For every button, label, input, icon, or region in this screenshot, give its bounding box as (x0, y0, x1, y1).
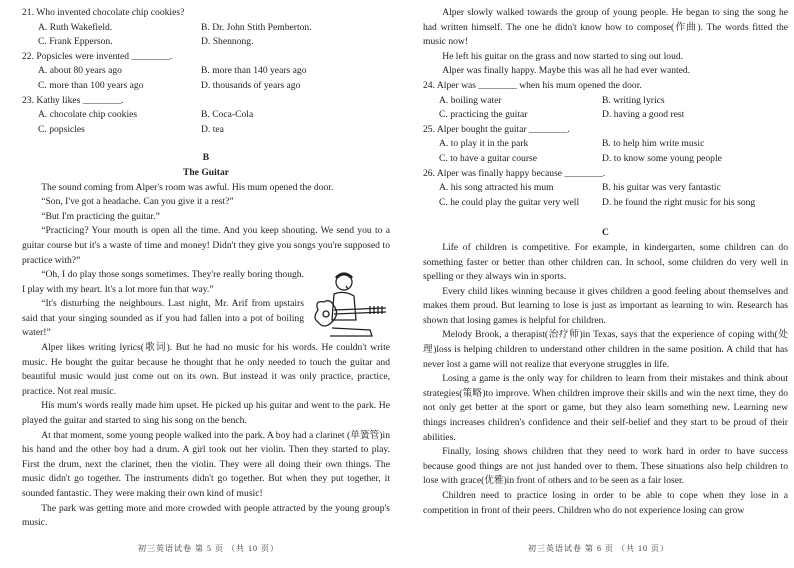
question-26 (423, 167, 788, 211)
option: C. popsicles (38, 123, 85, 135)
option: D. thousands of years ago (201, 79, 301, 91)
paragraph: He left his guitar on the grass and now started to sing out loud. (442, 50, 684, 62)
option: D. tea (201, 123, 224, 135)
option: B. to help him write music (602, 138, 705, 150)
option: B. writing lyrics (602, 94, 665, 106)
page-footer: 初三英语试卷 第 5 页 （共 10 页） (138, 544, 279, 553)
section-label: B (202, 152, 210, 164)
paragraph: “Oh, I do play those songs sometimes. They're really boring though. I play with my heart. It's a lot more fun that way.” (22, 269, 304, 295)
option: A. to play it in the park (439, 138, 529, 150)
option: C. more than 100 years ago (38, 79, 144, 91)
question-23 (22, 94, 390, 138)
paragraph: Alper slowly walked towards the group of young people. He began to sing the song he had written himself. The one he didn't know how to compose(作曲). The words fitted the music now! (423, 7, 788, 48)
section-label: C (602, 227, 609, 239)
option: B. his guitar was very fantastic (602, 182, 721, 194)
question-stem: 23. Kathy likes ________. (22, 94, 124, 106)
paragraph: Losing a game is the only way for children to learn from their mistakes and think about strategies(策略)to improve. When children improve their skills and win the next time, they do not only get better at the sport or game, but they also learn something new. Learning new things increases children's confidence and their self-belief and they start to be proud of their abilities. (423, 373, 788, 443)
question-stem: 24. Alper was ________ when his mum opened the door. (423, 79, 642, 91)
option: B. more than 140 years ago (201, 65, 307, 77)
right-page (423, 6, 788, 518)
question-stem: 22. Popsicles were invented ________. (22, 50, 173, 62)
option: A. Ruth Wakefield. (38, 21, 113, 33)
paragraph: At that moment, some young people walked into the park. A boy had a clarinet (单簧管)in his hand and the other boy had a drum. A girl took out her violin. Then they started to play. First the drum, next the clarinet, then the violin. They were all doing their own things. The music didn't go together. The instruments didn't go together. But when they put together, it sounded fantastic. They were making their own kind of music! (22, 429, 390, 499)
paragraph: The park was getting more and more crowded with people attracted by the young group's music. (22, 502, 390, 529)
option: C. he could play the guitar very well (439, 196, 580, 208)
paragraph: “But I'm practicing the guitar.” (41, 210, 160, 222)
option: D. having a good rest (602, 109, 685, 121)
page-footer: 初三英语试卷 第 6 页 （共 10 页） (528, 544, 669, 553)
paragraph: Finally, losing shows children that they need to work hard in order to have success because good things are not just handed over to them. These situations also help children to lose with grace(优雅)in front of others and to be seen as a fair loser. (423, 446, 788, 487)
guitar-player-illustration (310, 270, 390, 340)
question-stem: 21. Who invented chocolate chip cookies? (22, 7, 185, 18)
paragraph: Children need to practice losing in order to be able to cope when they lose in a competition in front of their peers. Children who do not experience losing can grow (423, 490, 788, 516)
option: D. he found the right music for his song (602, 196, 756, 208)
paragraph: “Son, I've got a headache. Can you give it a rest?” (41, 196, 234, 208)
paragraph: Life of children is competitive. For example, in kindergarten, some children can do something faster or better than other children can. In school, some children do very well in spelling or they always win in sports. (423, 241, 788, 283)
question-24 (423, 79, 788, 123)
question-21 (22, 6, 390, 50)
option: C. to have a guitar course (439, 152, 538, 164)
paragraph: “Practicing? Your mouth is open all the time. And you keep shouting. We send you to a guitar course but it's a waste of time and money! Didn't they give you songs you're supposed to practice with?” (22, 225, 390, 266)
passage-title: The Guitar (182, 166, 230, 178)
option: D. to know some young people (602, 152, 722, 164)
left-page (22, 6, 390, 531)
option: C. practicing the guitar (439, 109, 528, 121)
paragraph: Every child likes winning because it gives children a good feeling about themselves and makes them proud. But learning to lose is just as important as learning to win. Research has shown that losing games is helpful for children. (423, 285, 788, 326)
option: D. Shennong. (201, 36, 254, 48)
paragraph: The sound coming from Alper's room was awful. His mum opened the door. (41, 181, 334, 193)
option: A. boiling water (439, 94, 502, 106)
option: B. Coca-Cola (201, 109, 254, 121)
paragraph: Alper was finally happy. Maybe this was all he had ever wanted. (442, 65, 691, 77)
paragraph: Alper likes writing lyrics(歌词). But he had no music for his words. He couldn't write music. He bought the guitar because he thought that he only needed to touch the guitar and beautiful music would just come out on its own. But instead it was only practice, practice, practice. Not real music. (22, 342, 390, 397)
option: A. chocolate chip cookies (38, 109, 138, 121)
question-22 (22, 50, 390, 94)
paragraph: Melody Brook, a therapist(治疗师)in Texas, says that the experience of coping with(处理)loss is helping children to understand other children in the same position. A child that has never lost a game will not realize that everyone struggles in life. (423, 329, 788, 370)
option: C. Frank Epperson. (38, 36, 113, 48)
option: A. about 80 years ago (38, 65, 122, 77)
question-25 (423, 123, 788, 167)
paragraph: “It's disturbing the neighbours. Last night, Mr. Arif from upstairs said that your singing sounded as if you had fallen into a pot of boiling water!” (22, 298, 304, 339)
question-stem: 26. Alper was finally happy because ________. (423, 167, 606, 179)
paragraph: His mum's words really made him upset. He picked up his guitar and went to the park. He played the guitar and started to sing his song on the bench. (22, 400, 390, 427)
question-stem: 25. Alper bought the guitar ________. (423, 123, 570, 135)
option: A. his song attracted his mum (439, 182, 554, 194)
option: B. Dr. John Stith Pemberton. (201, 21, 312, 33)
